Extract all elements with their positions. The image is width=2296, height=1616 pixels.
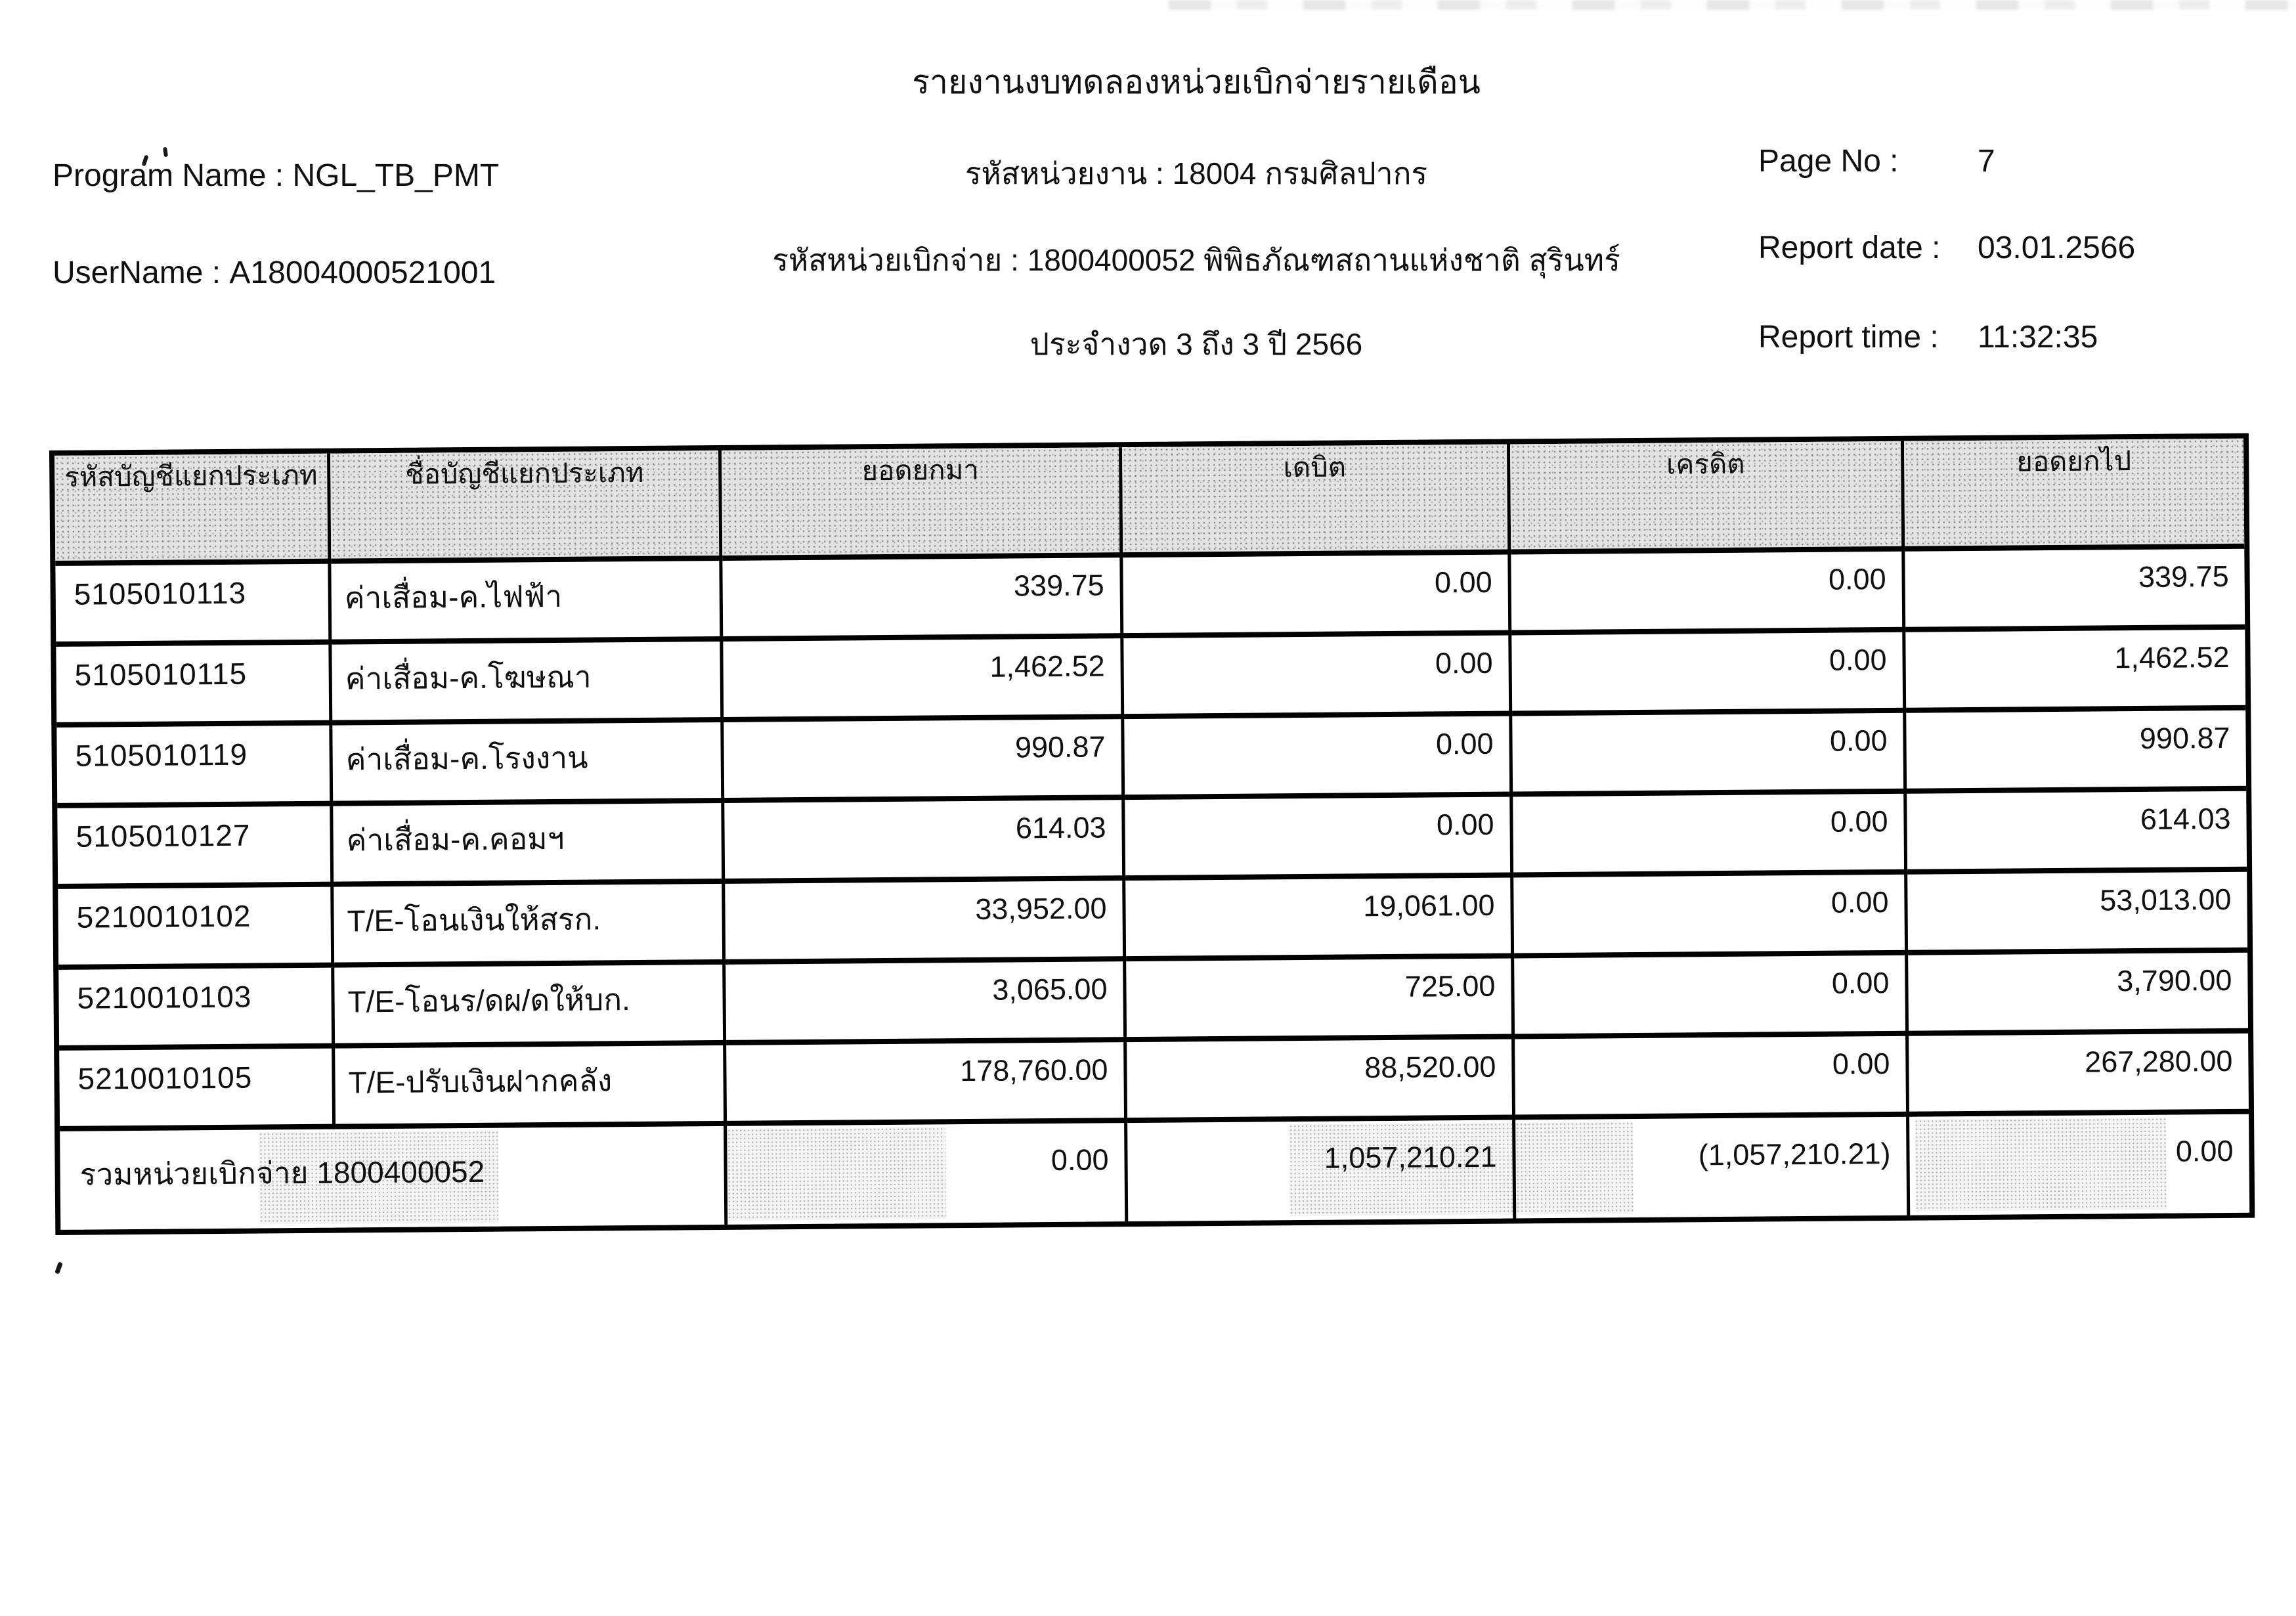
report-date-line [1758, 230, 2135, 266]
username-value: A18004000521001 [229, 255, 496, 290]
cell-account-code: 5105010115 [56, 645, 332, 728]
cell-debit: 0.00 [1124, 716, 1513, 800]
report-date-label: Report date : [1758, 230, 1941, 265]
cell-closing-balance: 614.03 [1907, 791, 2247, 875]
cell-debit: 19,061.00 [1125, 878, 1514, 962]
header-opening-balance: ยอดยกมา [722, 447, 1123, 561]
total-closing-balance: 0.00 [1909, 1114, 2249, 1215]
cell-account-name: ค่าเสื่อม-ค.คอมฯ [333, 803, 725, 887]
cell-account-code: 5210010105 [59, 1049, 336, 1131]
header-account-name: ชื่อบัญชีแยกประเภท [330, 450, 722, 564]
agency-code-line: รหัสหน่วยงาน : 18004 กรมศิลปากร [964, 156, 1428, 190]
cell-opening-balance: 339.75 [722, 557, 1123, 642]
scan-speck [54, 1261, 63, 1274]
total-credit: (1,057,210.21) [1515, 1117, 1910, 1219]
trial-balance-table [49, 433, 2255, 1235]
scanner-noise-band [1169, 0, 2296, 10]
cell-account-name: ค่าเสื่อม-ค.โฆษณา [332, 642, 724, 726]
cell-account-name: T/E-โอนเงินให้สรก. [334, 884, 726, 968]
cell-opening-balance: 1,462.52 [723, 638, 1124, 722]
cell-credit: 0.00 [1511, 632, 1906, 716]
cell-account-code: 5210010102 [58, 887, 334, 970]
report-date-value: 03.01.2566 [1978, 230, 2136, 265]
cell-account-name: ค่าเสื่อม-ค.โรงงาน [332, 722, 724, 806]
cell-credit: 0.00 [1515, 1036, 1909, 1120]
header-closing-balance: ยอดยกไป [1904, 439, 2244, 552]
header-account-code: รหัสบัญชีแยกประเภท [54, 454, 331, 566]
cell-account-name: T/E-โอนร/ดผ/ดให้บก. [334, 965, 726, 1049]
cell-credit: 0.00 [1513, 794, 1907, 878]
cell-account-name: ค่าเสื่อม-ค.ไฟฟ้า [331, 561, 723, 645]
report-title: รายงานงบทดลองหน่วยเบิกจ่ายรายเดือน [912, 64, 1481, 100]
cell-credit: 0.00 [1513, 875, 1908, 959]
period-line: ประจำงวด 3 ถึง 3 ปี 2566 [1029, 327, 1363, 361]
cell-opening-balance: 33,952.00 [725, 881, 1126, 965]
page-no-label: Page No : [1758, 144, 1899, 179]
cell-opening-balance: 3,065.00 [726, 961, 1127, 1045]
cell-account-name: T/E-ปรับเงินฝากคลัง [335, 1045, 727, 1129]
cell-opening-balance: 990.87 [724, 719, 1125, 803]
cell-account-code: 5105010127 [57, 806, 334, 889]
header-debit: เดบิต [1122, 445, 1511, 558]
cell-debit: 88,520.00 [1127, 1039, 1515, 1123]
username-label: UserName : [53, 255, 221, 290]
total-debit: 1,057,210.21 [1127, 1120, 1516, 1221]
cell-closing-balance: 53,013.00 [1907, 872, 2247, 955]
cell-closing-balance: 339.75 [1905, 549, 2245, 632]
report-time-value: 11:32:35 [1978, 320, 2098, 355]
cell-account-code: 5105010119 [56, 726, 333, 808]
header-credit: เครดิต [1510, 441, 1905, 555]
disbursement-unit-line: รหัสหน่วยเบิกจ่าย : 1800400052 พิพิธภัณฑสถานแห่งชาติ สุรินทร์ [772, 243, 1620, 277]
cell-opening-balance: 178,760.00 [726, 1042, 1127, 1126]
cell-debit: 0.00 [1123, 636, 1512, 720]
page-no-value: 7 [1978, 144, 1995, 179]
page-no-line [1758, 143, 1995, 179]
total-row-label: รวมหน่วยเบิกจ่าย 1800400052 [60, 1126, 727, 1230]
report-time-line [1758, 319, 2098, 355]
cell-credit: 0.00 [1514, 955, 1909, 1039]
report-time-label: Report time : [1758, 320, 1939, 355]
cell-account-code: 5105010113 [55, 564, 332, 647]
total-opening-balance: 0.00 [727, 1123, 1128, 1225]
program-name-label: Program Name : [53, 158, 284, 193]
cell-credit: 0.00 [1511, 552, 1905, 636]
cell-debit: 725.00 [1126, 959, 1515, 1043]
cell-credit: 0.00 [1512, 713, 1907, 797]
program-name-value: NGL_TB_PMT [292, 158, 500, 193]
cell-opening-balance: 614.03 [724, 800, 1125, 884]
cell-debit: 0.00 [1123, 555, 1511, 639]
cell-closing-balance: 990.87 [1906, 710, 2246, 794]
cell-closing-balance: 3,790.00 [1908, 953, 2248, 1036]
cell-debit: 0.00 [1125, 797, 1513, 881]
cell-closing-balance: 267,280.00 [1909, 1034, 2249, 1117]
cell-closing-balance: 1,462.52 [1905, 630, 2245, 713]
cell-account-code: 5210010103 [58, 968, 335, 1051]
